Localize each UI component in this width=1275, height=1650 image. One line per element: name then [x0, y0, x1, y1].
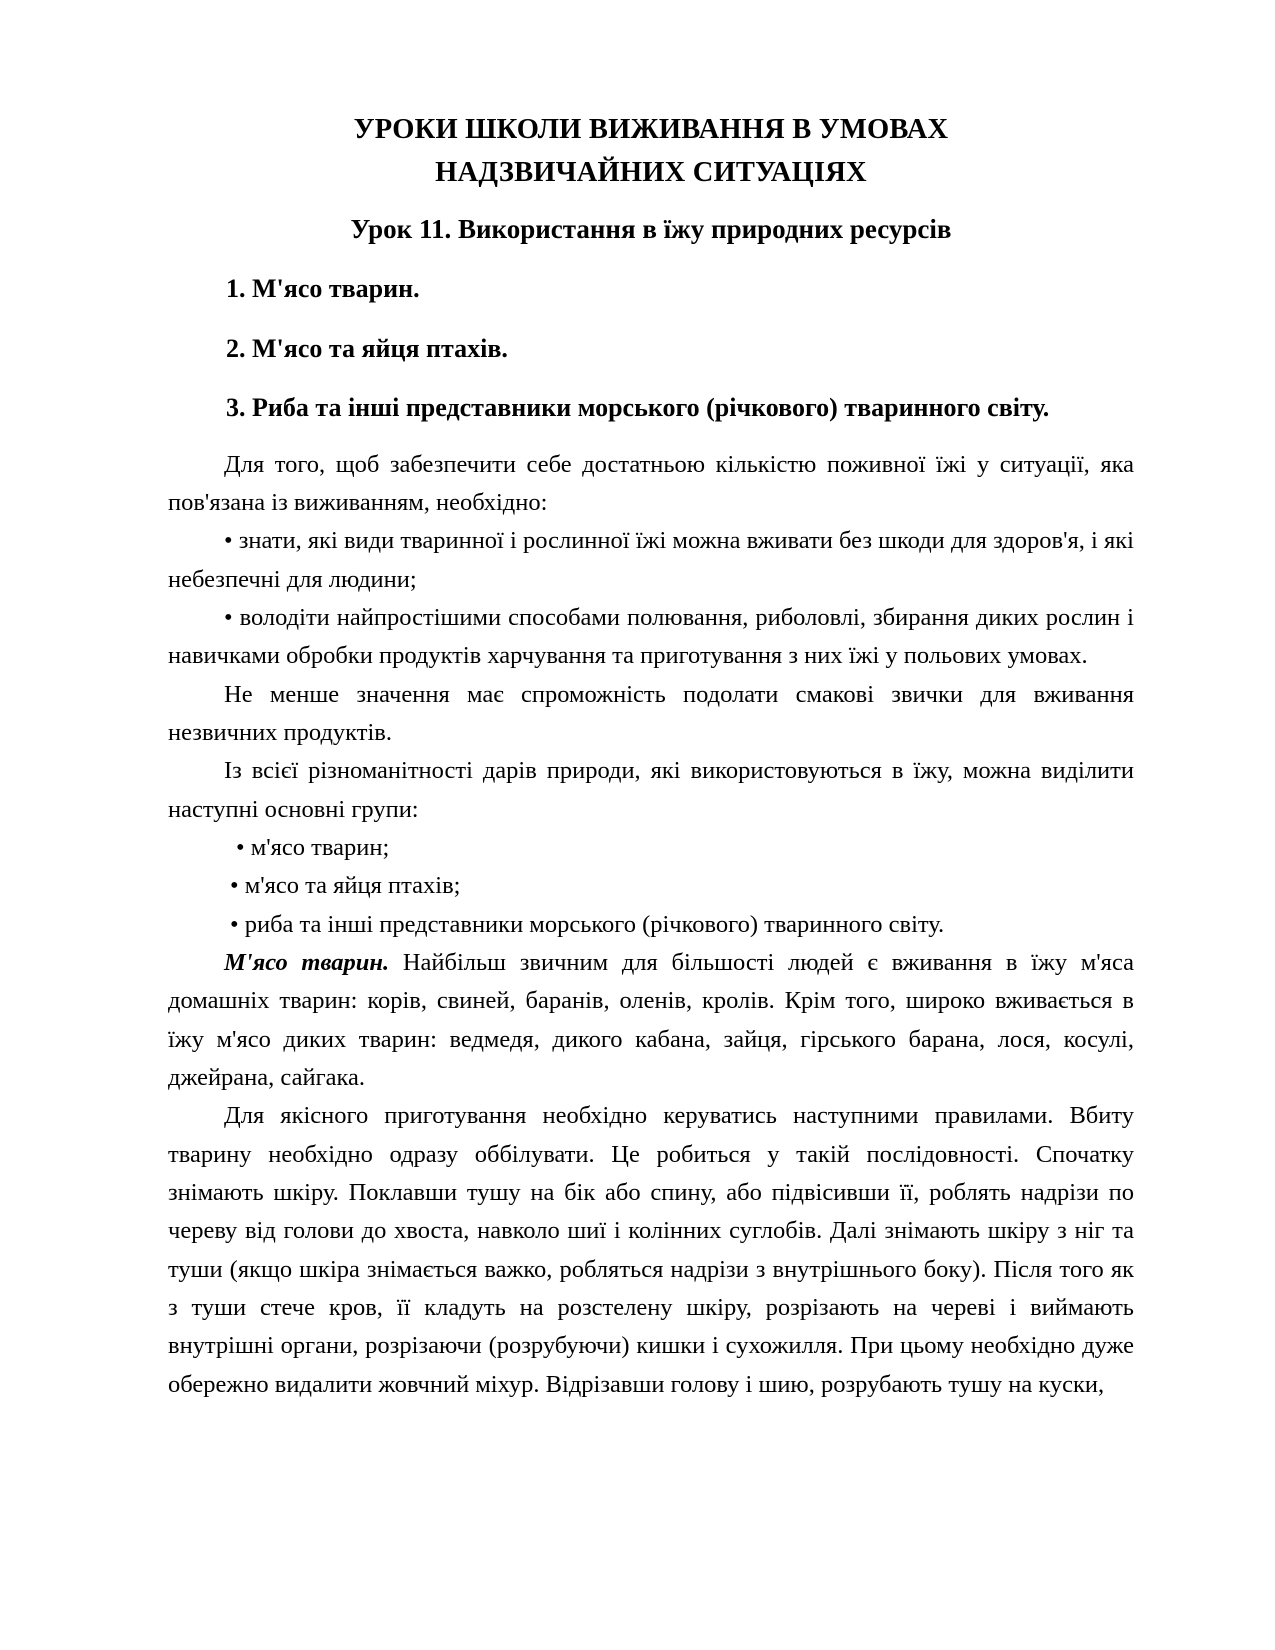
bullet-item-skills: • володіти найпростішими способами полювання, риболовлі, збирання диких рослин і навичками обробки продуктів харчування та приготування з них їжі у польових умовах.: [168, 603, 1134, 670]
numbered-heading-1: 1. М'ясо тварин.: [226, 274, 420, 304]
numbered-heading-2: 2. М'ясо та яйця птахів.: [226, 333, 508, 363]
group-item-fish: • риба та інші представники морського (річкового) тваринного світу.: [230, 910, 945, 938]
lesson-title: Урок 11. Використання в їжу природних ресурсів: [350, 213, 952, 244]
numbered-heading-3: 3. Риба та інші представники морського (річкового) тваринного світу.: [226, 393, 1050, 423]
paragraph-animal-meat: [168, 944, 1134, 1097]
document-title: [168, 108, 1134, 195]
paragraph-groups-intro: Із всієї різноманітності дарів природи, які використовуються в їжу, можна виділити наступні основні групи:: [168, 757, 1134, 823]
bullet-item-knowledge: • знати, які види тваринної і рослинної їжі можна вживати без шкоди для здоров'я, і які небезпечні для людини;: [168, 527, 1134, 593]
lead-term-animal-meat: М'ясо тварин.: [224, 948, 390, 976]
group-item-bird-meat-eggs: • м'ясо та яйця птахів;: [230, 872, 461, 900]
document-title-line-1: УРОКИ ШКОЛИ ВИЖИВАННЯ В УМОВАХ: [353, 114, 949, 145]
paragraph-intro: Для того, щоб забезпечити себе достатньою кількістю поживної їжі у ситуації, яка пов'язана із виживанням, необхідно:: [168, 450, 1134, 516]
document-content: [168, 108, 1134, 1404]
paragraph-taste-habits: Не менше значення має спроможність подолати смакові звички для вживання незвичних продуктів.: [168, 680, 1134, 746]
document-title-line-2: НАДЗВИЧАЙНИХ СИТУАЦІЯХ: [435, 157, 867, 189]
paragraph-animal-meat-text: Найбільш звичним для більшості людей є вживання в їжу м'яса домашніх тварин: корів, свиней, баранів, оленів, кролів. Крім того, широко вживається в їжу м'ясо диких тварин: ведмедя, дикого кабана, зайця, гірського барана, лося, косулі, джейрана, сайгака.: [168, 948, 1135, 1091]
paragraph-preparation: Для якісного приготування необхідно керуватись наступними правилами. Вбиту тварину необхідно одразу оббілувати. Це робиться у такій послідовності. Спочатку знімають шкіру. Поклавши тушу на бік або спину, або підвісивши її, роблять надрізи по череву від голови до хвоста, навколо шиї і колінних суглобів. Далі знімають шкіру з ніг та туши (якщо шкіра знімається важко, робляться надрізи з внутрішнього боку). Після того як з туши стече кров, її кладуть на розстелену шкіру, розрізають на череві і виймають внутрішні органи, розрізаючи (розрубуючи) кишки і сухожилля. При цьому необхідно дуже обережно видалити жовчний міхур. Відрізавши голову і шию, розрубають тушу на куски,: [168, 1102, 1134, 1398]
group-item-animal-meat: • м'ясо тварин;: [236, 833, 390, 861]
